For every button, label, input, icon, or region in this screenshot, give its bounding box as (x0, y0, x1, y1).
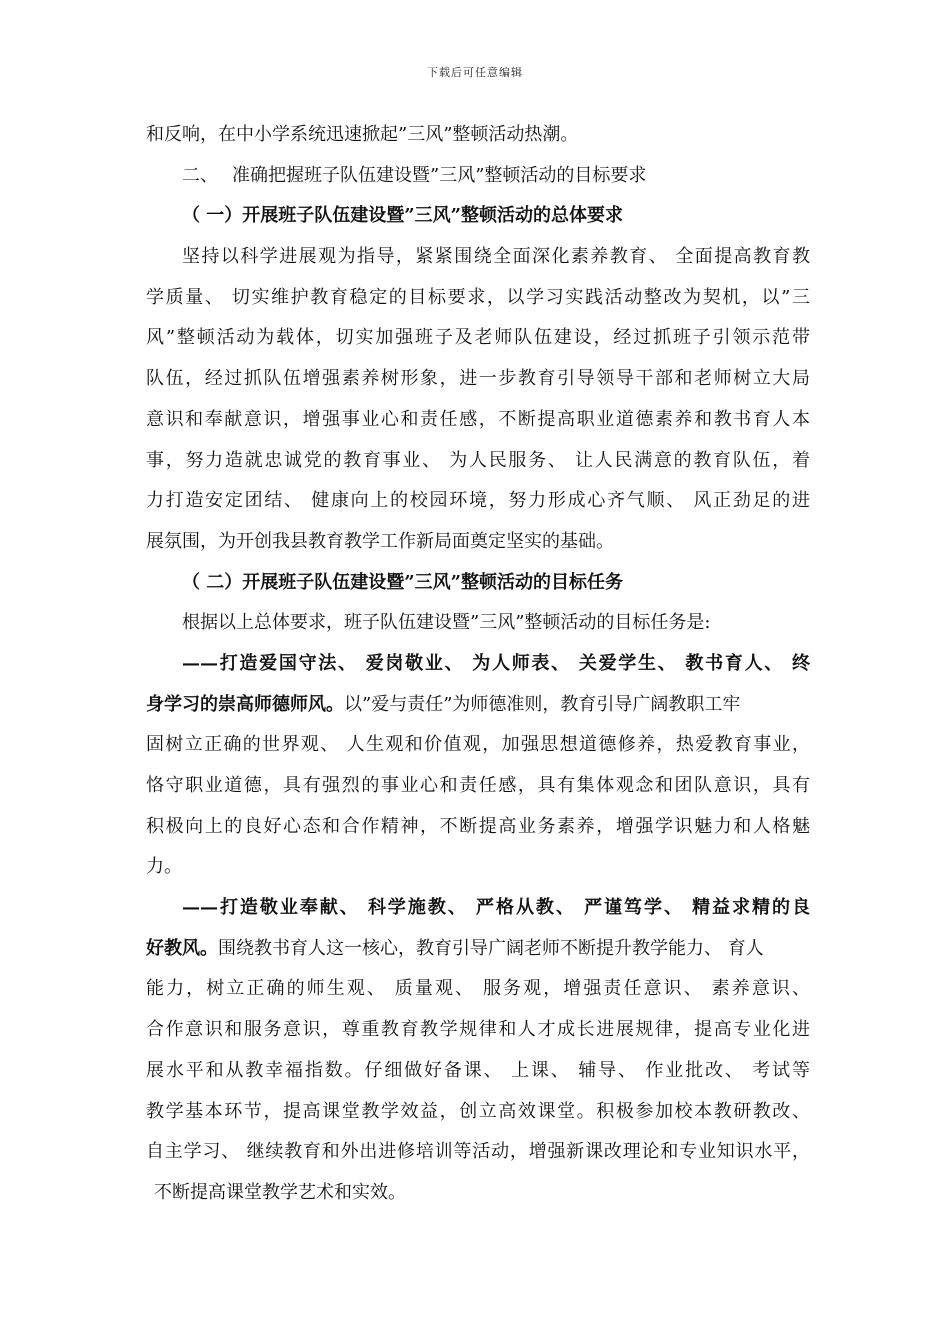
paragraph-line: 固树立正确的世界观、 人生观和价值观，加强思想道德修养，热爱教育事业， (146, 734, 810, 756)
paragraph-line: 风”整顿活动为载体，切实加强班子及老师队伍建设，经过抓班子引领示范带 (146, 327, 810, 349)
page-header: 下载后可任意编辑 (427, 66, 523, 79)
paragraph-line: 自主学习、 继续教育和外出进修培训等活动，增强新课改理论和专业知识水平， (146, 1141, 810, 1163)
paragraph-line: 合作意识和服务意识，尊重教育教学规律和人才成长进展规律，提高专业化进 (146, 1019, 810, 1041)
section-number: 二、 (182, 164, 218, 186)
item-heading-end: 身学习的崇高师德师风。 (146, 693, 344, 715)
paragraph-line: 和反响，在中小学系统迅速掀起”三风”整顿活动热潮。 (146, 124, 579, 145)
section-title: 准确把握班子队伍建设暨”三风”整顿活动的目标要求 (232, 164, 647, 186)
subsection-heading: （ 二）开展班子队伍建设暨”三风”整顿活动的目标任务 (182, 571, 623, 593)
paragraph-line: 力打造安定团结、 健康向上的校园环境，努力形成心齐气顺、 风正劲足的进 (146, 490, 810, 512)
paragraph-line: 不断提高课堂教学艺术和实效。 (154, 1181, 406, 1203)
section-heading (146, 156, 810, 197)
paragraph-line: 教学基本环节，提高课堂教学效益，创立高效课堂。积极参加校本教研教改、 (146, 1100, 810, 1122)
paragraph-line: 事，努力造就忠诚党的教育事业、 为人民服务、 让人民满意的教育队伍，着 (146, 449, 810, 471)
item-text: 以”爱与责任”为师德准则，教育引导广阔教职工牢 (344, 693, 741, 715)
paragraph-line: 根据以上总体要求，班子队伍建设暨”三风”整顿活动的目标任务是: (182, 612, 711, 634)
paragraph-line: 坚持以科学进展观为指导，紧紧围绕全面深化素养教育、 全面提高教育教 (182, 246, 810, 268)
paragraph-line: 展氛围，为开创我县教育教学工作新局面奠定坚实的基础。 (146, 530, 614, 552)
paragraph-line: 队伍，经过抓队伍增强素养树形象，进一步教育引导领导干部和老师树立大局 (146, 368, 810, 390)
paragraph-line: 意识和奉献意识，增强事业心和责任感，不断提高职业道德素养和教书育人本 (146, 408, 810, 430)
subsection-heading: （ 一）开展班子队伍建设暨”三风”整顿活动的总体要求 (182, 205, 623, 227)
item-heading-end: 好教风。 (146, 937, 218, 959)
paragraph-line: 积极向上的良好心态和合作精神，不断提高业务素养，增强学识魅力和人格魅 (146, 815, 810, 837)
paragraph-line (146, 929, 810, 970)
item-heading-line: ——打造爱国守法、 爱岗敬业、 为人师表、 关爱学生、 教书育人、 终 (182, 652, 810, 674)
paragraph-line (146, 685, 810, 726)
document-body (146, 115, 810, 1214)
paragraph-line: 能力，树立正确的师生观、 质量观、 服务观，增强责任意识、 素养意识、 (146, 978, 810, 1000)
item-text: 围绕教书育人这一核心，教育引导广阔老师不断提升教学能力、 育人 (218, 937, 764, 959)
paragraph-line: 力。 (146, 856, 182, 878)
paragraph-line: 恪守职业道德，具有强烈的事业心和责任感，具有集体观念和团队意识，具有 (146, 775, 810, 796)
paragraph-line: 展水平和从教幸福指数。仔细做好备课、 上课、 辅导、 作业批改、 考试等 (146, 1059, 810, 1081)
item-heading-line: ——打造敬业奉献、 科学施教、 严格从教、 严谨笃学、 精益求精的良 (182, 897, 810, 919)
paragraph-line: 学质量、 切实维护教育稳定的目标要求，以学习实践活动整改为契机，以”三 (146, 286, 810, 308)
